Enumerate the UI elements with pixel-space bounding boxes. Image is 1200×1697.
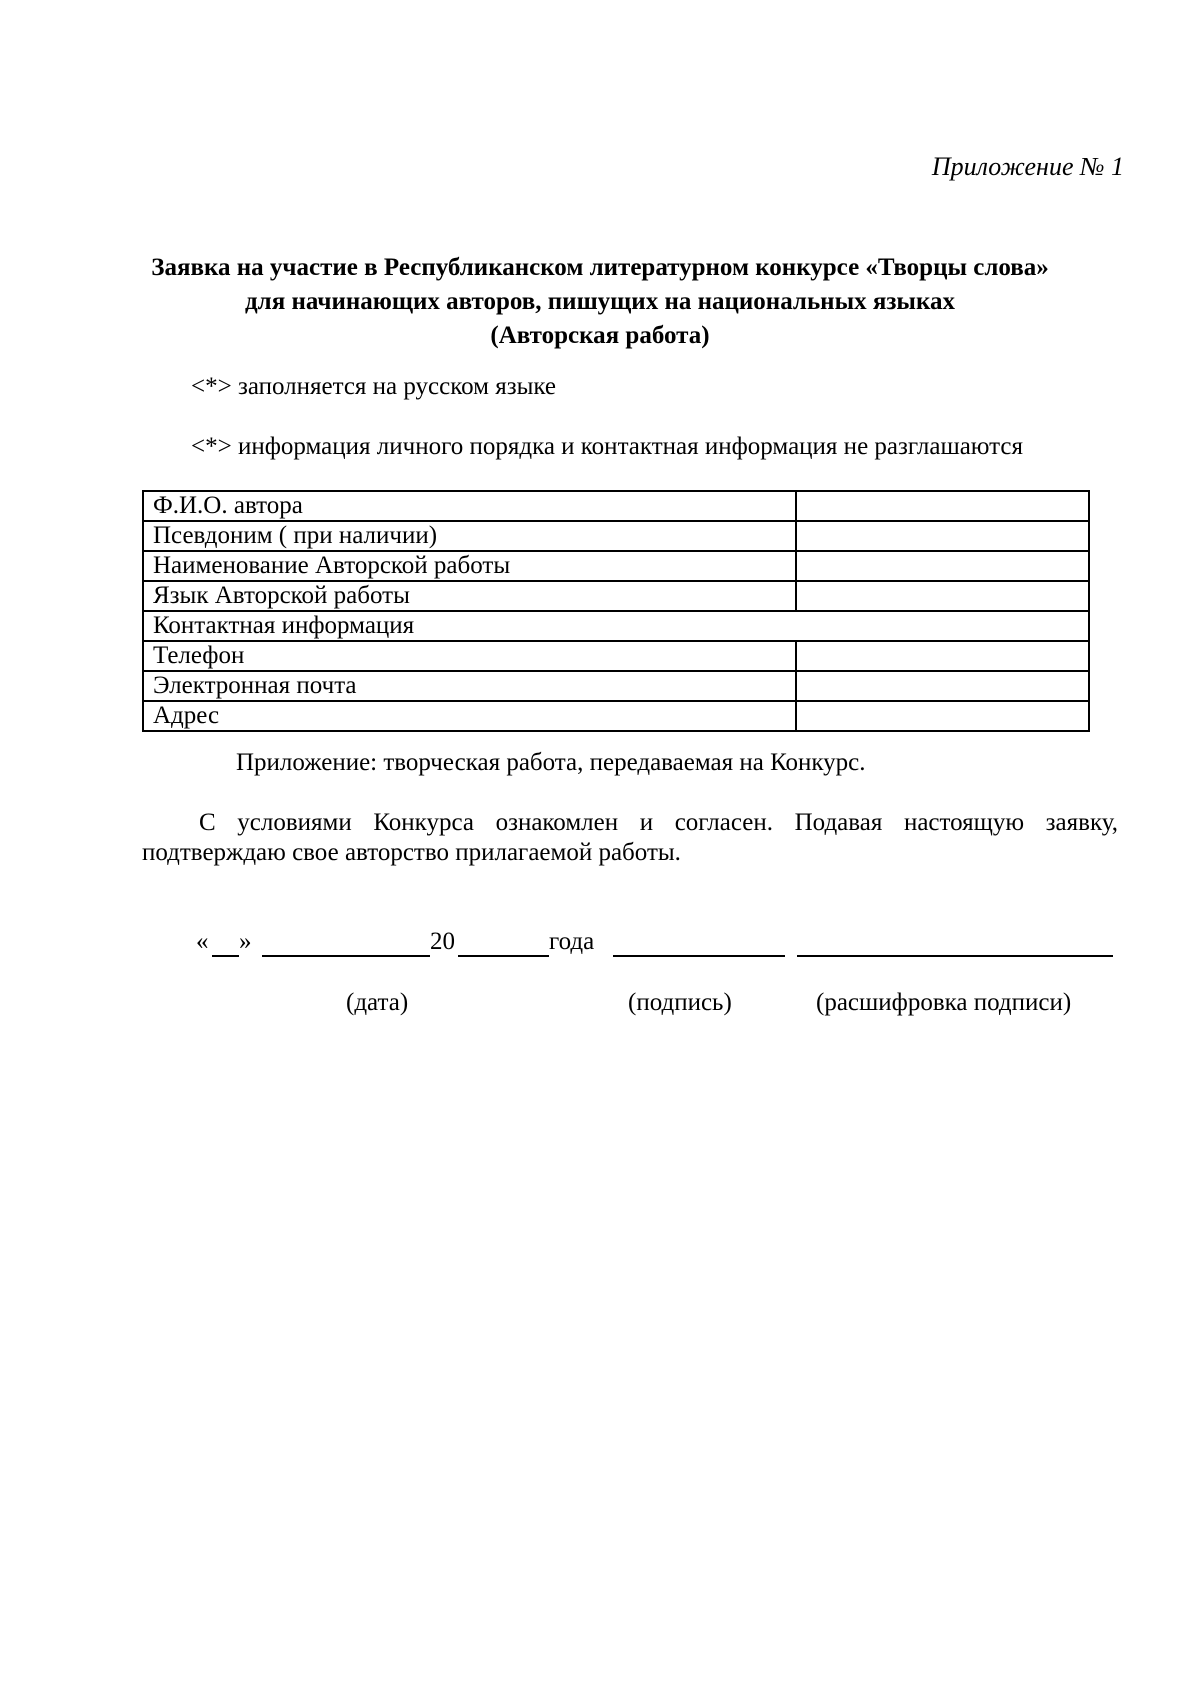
author-name-field[interactable] <box>796 491 1089 521</box>
table-row <box>143 701 1089 731</box>
appendix-label: Приложение № 1 <box>931 152 1124 181</box>
application-form-table <box>142 490 1090 732</box>
phone-field[interactable] <box>796 641 1089 671</box>
agreement-line-2: подтверждаю свое авторство прилагаемой работы. <box>142 839 681 866</box>
row-label-address: Адрес <box>143 701 796 731</box>
signature-caption: (подпись) <box>628 989 732 1016</box>
row-label-email: Электронная почта <box>143 671 796 701</box>
row-label-phone: Телефон <box>143 641 796 671</box>
table-row <box>143 671 1089 701</box>
note-privacy: <*> информация личного порядка и контактная информация не разглашаются <box>191 433 1023 460</box>
table-row <box>143 641 1089 671</box>
document-title <box>0 251 1200 353</box>
email-field[interactable] <box>796 671 1089 701</box>
work-language-field[interactable] <box>796 581 1089 611</box>
title-line-1: Заявка на участие в Республиканском литературном конкурсе «Творцы слова» <box>151 254 1049 281</box>
table-row <box>143 551 1089 581</box>
row-label-work-language: Язык Авторской работы <box>143 581 796 611</box>
row-label-pseudonym: Псевдоним ( при наличии) <box>143 521 796 551</box>
address-field[interactable] <box>796 701 1089 731</box>
signature-row <box>0 928 1200 968</box>
signature-decode-caption: (расшифровка подписи) <box>816 989 1072 1016</box>
agreement-line-1: С условиями Конкурса ознакомлен и согласен. Подавая настоящую заявку, <box>199 809 1118 836</box>
work-title-field[interactable] <box>796 551 1089 581</box>
quote-open: « <box>196 928 209 955</box>
title-line-3: (Авторская работа) <box>490 322 710 349</box>
signature-blank[interactable] <box>613 955 785 957</box>
row-label-contact-info: Контактная информация <box>143 611 1089 641</box>
table-row <box>143 521 1089 551</box>
year-suffix: года <box>549 928 595 955</box>
note-russian-language: <*> заполняется на русском языке <box>191 373 557 400</box>
attachment-note: Приложение: творческая работа, передаваемая на Конкурс. <box>236 749 866 776</box>
pseudonym-field[interactable] <box>796 521 1089 551</box>
year-blank[interactable] <box>458 955 549 957</box>
title-line-2: для начинающих авторов, пишущих на национальных языках <box>245 288 955 315</box>
quote-close: » <box>239 928 252 955</box>
row-label-author-name: Ф.И.О. автора <box>143 491 796 521</box>
month-blank[interactable] <box>262 955 430 957</box>
signature-decode-blank[interactable] <box>797 955 1113 957</box>
table-row <box>143 491 1089 521</box>
table-row <box>143 611 1089 641</box>
day-blank[interactable] <box>212 955 239 957</box>
year-prefix: 20 <box>430 928 455 955</box>
agreement-paragraph <box>142 808 1118 868</box>
date-caption: (дата) <box>346 989 409 1016</box>
table-row <box>143 581 1089 611</box>
row-label-work-title: Наименование Авторской работы <box>143 551 796 581</box>
